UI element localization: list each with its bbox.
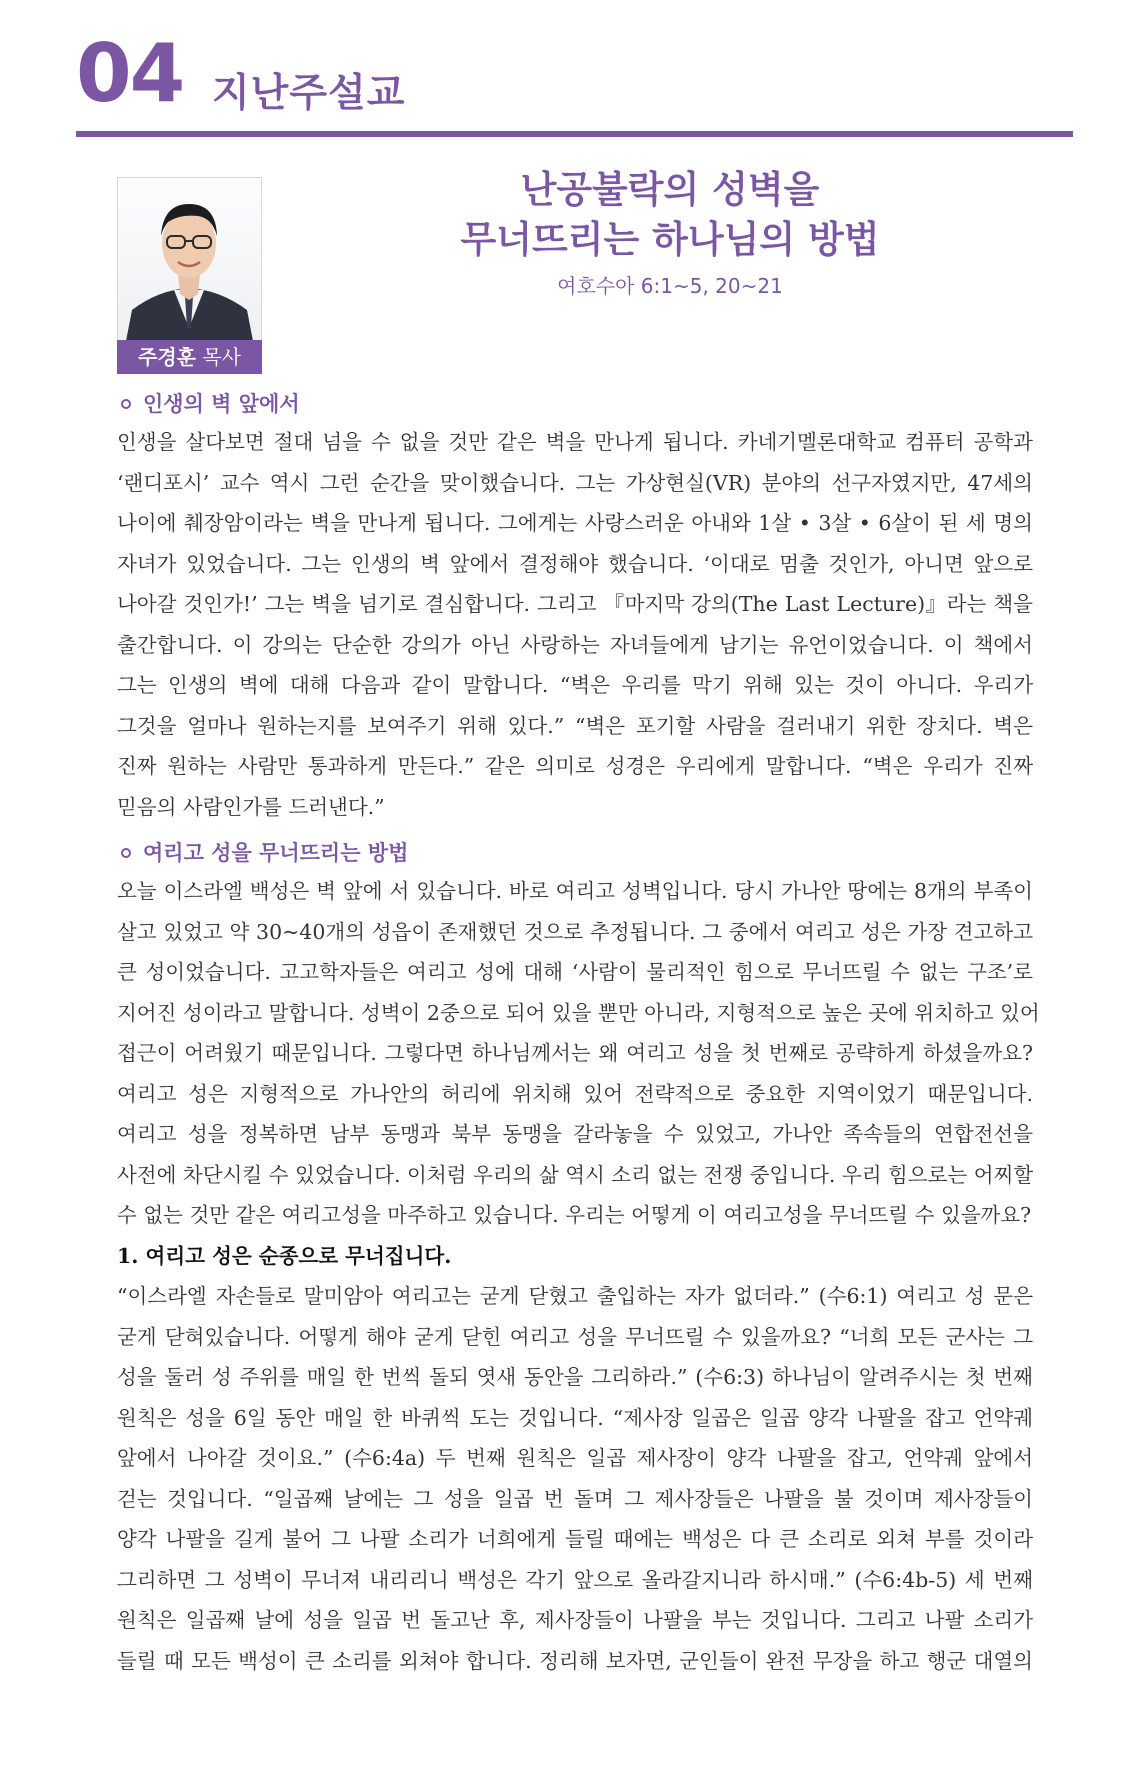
section-heading-1-text: 인생의 벽 앞에서	[143, 392, 300, 416]
body-line: 양각 나팔을 길게 불어 그 나팔 소리가 너희에게 들릴 때에는 백성은 다 큰 소리로 외쳐 부를 것이라	[117, 1527, 1033, 1551]
body-line: 걷는 것입니다. “일곱째 날에는 그 성을 일곱 번 돌며 그 제사장들은 나팔을 불 것이며 제사장들이	[117, 1486, 1033, 1511]
body-line: 굳게 닫혀있습니다. 어떻게 해야 굳게 닫힌 여리고 성을 무너뜨릴 수 있을까요? “너희 모든 군사는 그	[117, 1324, 1033, 1349]
body-line: 원칙은 성을 6일 동안 매일 한 바퀴씩 도는 것입니다. “제사장 일곱은 일곱 양각 나팔을 잡고 언약궤	[117, 1405, 1033, 1430]
body-line: 원칙은 일곱째 날에 성을 일곱 번 돌고난 후, 제사장들이 나팔을 부는 것입니다. 그리고 나팔 소리가	[117, 1608, 1033, 1632]
bullet-circle-icon	[121, 848, 131, 858]
body-line: 믿음의 사람인가를 드러낸다.”	[117, 794, 385, 819]
body-line: 출간합니다. 이 강의는 단순한 강의가 아닌 사랑하는 자녀들에게 남기는 유언이었습니다. 이 책에서	[117, 632, 1033, 657]
body-line: 들릴 때 모든 백성이 큰 소리를 외쳐야 합니다. 정리해 보자면, 군인들이 완전 무장을 하고 행군 대열의	[117, 1648, 1033, 1673]
body-line: 그것을 얼마나 원하는지를 보여주기 위해 있다.” “벽은 포기할 사람을 걸러내기 위한 장치다. 벽은	[117, 713, 1033, 738]
section-header	[76, 28, 1072, 128]
body-line: “이스라엘 자손들로 말미암아 여리고는 굳게 닫혔고 출입하는 자가 없더라.” (수6:1) 여리고 성 문은	[117, 1284, 1033, 1308]
body-line: 앞에서 나아갈 것이요.” (수6:4a) 두 번째 원칙은 일곱 제사장이 양각 나팔을 잡고, 언약궤 앞에서	[117, 1446, 1033, 1470]
body-line: 진짜 원하는 사람만 통과하게 만든다.” 같은 의미로 성경은 우리에게 말합니다. “벽은 우리가 진짜	[117, 754, 1033, 778]
body-line: 지어진 성이라고 말합니다. 성벽이 2중으로 되어 있을 뿐만 아니라, 지형적으로 높은 곳에 위치하고 있어	[117, 1000, 1040, 1025]
bullet-circle-icon	[121, 399, 131, 409]
body-line: 여리고 성을 정복하면 남부 동맹과 북부 동맹을 갈라놓을 수 있었고, 가나안 족속들의 연합전선을	[117, 1122, 1033, 1146]
body-line: 자녀가 있었습니다. 그는 인생의 벽 앞에서 결정해야 했습니다. ‘이대로 멈출 것인가, 아니면 앞으로	[117, 551, 1033, 576]
sermon-title-line2: 무너뜨리는 하나님의 방법	[460, 218, 880, 261]
section-heading-1	[117, 386, 1033, 422]
sermon-body	[117, 386, 1040, 1681]
section-heading-2-text: 여리고 성을 무너뜨리는 방법	[143, 841, 409, 865]
body-line: 사전에 차단시킬 수 있었습니다. 이처럼 우리의 삶 역시 소리 없는 전쟁 중입니다. 우리 힘으로는 어찌할	[117, 1162, 1034, 1187]
body-line: 나이에 췌장암이라는 벽을 만나게 됩니다. 그에게는 사랑스러운 아내와 1살 • 3살 • 6살이 된 세 명의	[117, 511, 1033, 535]
body-line: 여리고 성은 지형적으로 가나안의 허리에 위치해 있어 전략적으로 중요한 지역이었기 때문입니다.	[117, 1081, 1033, 1106]
body-line: 그는 인생의 벽에 대해 다음과 같이 말합니다. “벽은 우리를 막기 위해 있는 것이 아니다. 우리가	[117, 673, 1033, 697]
body-line: ‘랜디포시’ 교수 역시 그런 순간을 맞이했습니다. 그는 가상현실(VR) 분야의 선구자였지만, 47세의	[117, 470, 1033, 495]
preacher-photo	[117, 177, 262, 342]
section-number: 04	[76, 27, 184, 120]
body-line: 접근이 어려웠기 때문입니다. 그렇다면 하나님께서는 왜 여리고 성을 첫 번째로 공략하게 하셨을까요?	[117, 1041, 1033, 1065]
section-title: 지난주설교	[212, 71, 406, 116]
sermon-title-line1: 난공불락의 성벽을	[520, 168, 820, 211]
section-heading-2	[117, 835, 1033, 871]
preacher-nameplate	[117, 340, 262, 374]
body-line: 살고 있었고 약 30~40개의 성읍이 존재했던 것으로 추정됩니다. 그 중에서 여리고 성은 가장 견고하고	[117, 919, 1033, 944]
header-divider	[76, 131, 1073, 137]
body-line: 오늘 이스라엘 백성은 벽 앞에 서 있습니다. 바로 여리고 성벽입니다. 당시 가나안 땅에는 8개의 부족이	[117, 879, 1033, 903]
sermon-title	[380, 165, 960, 265]
preacher-portrait-image	[118, 178, 261, 341]
preacher-name: 주경훈	[138, 345, 196, 369]
body-line: 인생을 살다보면 절대 넘을 수 없을 것만 같은 벽을 만나게 됩니다. 카네기멜론대학교 컴퓨터 공학과	[117, 430, 1033, 454]
preacher-role: 목사	[202, 345, 241, 369]
body-line: 그리하면 그 성벽이 무너져 내리리니 백성은 각기 앞으로 올라갈지니라 하시매.” (수6:4b-5) 세 번째	[117, 1567, 1033, 1592]
subheading-1: 1. 여리고 성은 순종으로 무너집니다.	[117, 1243, 452, 1268]
scripture-reference: 여호수아 6:1~5, 20~21	[557, 274, 783, 298]
body-line: 성을 둘러 성 주위를 매일 한 번씩 돌되 엿새 동안을 그리하라.” (수6:3) 하나님이 알려주시는 첫 번째	[117, 1365, 1033, 1389]
body-line: 나아갈 것인가!’ 그는 벽을 넘기로 결심합니다. 그리고 『마지막 강의(The Last Lecture)』라는 책을	[117, 592, 1033, 616]
body-line: 큰 성이었습니다. 고고학자들은 여리고 성에 대해 ‘사람이 물리적인 힘으로 무너뜨릴 수 없는 구조’로	[117, 960, 1033, 984]
body-line: 수 없는 것만 같은 여리고성을 마주하고 있습니다. 우리는 어떻게 이 여리고성을 무너뜨릴 수 있을까요?	[117, 1203, 1032, 1227]
